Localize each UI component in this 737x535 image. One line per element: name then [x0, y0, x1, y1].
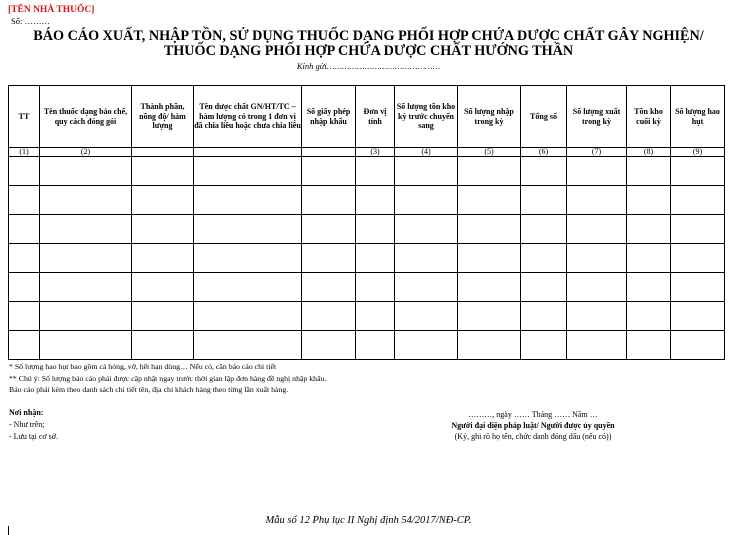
table-cell[interactable]	[521, 302, 567, 331]
table-cell[interactable]	[9, 157, 40, 186]
recipients-title: Nơi nhận:	[9, 408, 44, 417]
table-cell[interactable]	[458, 273, 521, 302]
table-cell[interactable]	[194, 244, 302, 273]
table-cell[interactable]	[356, 215, 395, 244]
table-cell[interactable]	[458, 244, 521, 273]
column-number	[302, 148, 356, 157]
table-cell[interactable]	[356, 157, 395, 186]
table-cell[interactable]	[458, 302, 521, 331]
column-header: Số lượng hao hụt	[671, 86, 725, 148]
table-cell[interactable]	[9, 215, 40, 244]
table-cell[interactable]	[395, 302, 458, 331]
table-cell[interactable]	[132, 331, 194, 360]
column-number: (6)	[521, 148, 567, 157]
table-cell[interactable]	[40, 302, 132, 331]
column-number	[194, 148, 302, 157]
column-number: (7)	[567, 148, 627, 157]
column-header: Số lượng nhập trong kỳ	[458, 86, 521, 148]
table-cell[interactable]	[194, 157, 302, 186]
table-cell[interactable]	[567, 186, 627, 215]
table-cell[interactable]	[9, 331, 40, 360]
table-cell[interactable]	[302, 273, 356, 302]
table-cell[interactable]	[395, 244, 458, 273]
table-row	[9, 157, 725, 186]
table-cell[interactable]	[521, 186, 567, 215]
table-row	[9, 331, 725, 360]
table-cell[interactable]	[627, 273, 671, 302]
signature-date: ………, ngày …… Tháng …… Năm …	[468, 410, 598, 419]
table-cell[interactable]	[671, 186, 725, 215]
table-cell[interactable]	[567, 215, 627, 244]
column-header: Thành phần, nồng độ/ hàm lượng	[132, 86, 194, 148]
table-cell[interactable]	[567, 331, 627, 360]
table-cell[interactable]	[302, 244, 356, 273]
column-header: Đơn vị tính	[356, 86, 395, 148]
table-cell[interactable]	[356, 331, 395, 360]
table-cell[interactable]	[671, 302, 725, 331]
table-cell[interactable]	[395, 186, 458, 215]
table-cell[interactable]	[671, 244, 725, 273]
column-header: Số giấy phép nhập khẩu	[302, 86, 356, 148]
table-cell[interactable]	[627, 215, 671, 244]
notes-section	[9, 361, 326, 396]
table-cell[interactable]	[302, 302, 356, 331]
table-cell[interactable]	[40, 215, 132, 244]
table-cell[interactable]	[194, 331, 302, 360]
table-cell[interactable]	[627, 186, 671, 215]
report-title-line-2: THUỐC DẠNG PHỐI HỢP CHỨA DƯỢC CHẤT HƯỚNG THẦN	[163, 43, 574, 59]
table-cell[interactable]	[521, 215, 567, 244]
table-cell[interactable]	[627, 302, 671, 331]
table-cell[interactable]	[9, 273, 40, 302]
table-cell[interactable]	[521, 244, 567, 273]
table-row	[9, 244, 725, 273]
table-cell[interactable]	[458, 215, 521, 244]
table-cell[interactable]	[132, 273, 194, 302]
table-cell[interactable]	[627, 244, 671, 273]
table-cell[interactable]	[356, 186, 395, 215]
table-cell[interactable]	[521, 331, 567, 360]
signature-instruction: (Ký, ghi rõ họ tên, chức danh đóng dấu (nếu có))	[454, 432, 612, 441]
column-header: Tổng số	[521, 86, 567, 148]
signature-title: Người đại diện pháp luật/ Người được ủy quyền	[451, 421, 615, 430]
report-table	[8, 85, 725, 360]
column-header: Tồn kho cuối kỳ	[627, 86, 671, 148]
table-cell[interactable]	[132, 186, 194, 215]
table-cell[interactable]	[132, 244, 194, 273]
table-cell[interactable]	[395, 215, 458, 244]
table-cell[interactable]	[458, 331, 521, 360]
column-number	[132, 148, 194, 157]
table-cell[interactable]	[356, 273, 395, 302]
column-number: (2)	[40, 148, 132, 157]
note-hao-hut: * Số lượng hao hụt bao gồm cả hỏng, vỡ, hết hạn dùng… Nếu có, cần báo cáo chi tiết	[9, 362, 277, 371]
table-cell[interactable]	[671, 331, 725, 360]
table-cell[interactable]	[521, 157, 567, 186]
table-cell[interactable]	[9, 186, 40, 215]
table-cell[interactable]	[302, 186, 356, 215]
table-cell[interactable]	[395, 273, 458, 302]
table-cell[interactable]	[567, 273, 627, 302]
table-row	[9, 273, 725, 302]
form-reference-footer: Mẫu số 12 Phụ lục II Nghị định 54/2017/NĐ-CP.	[265, 515, 472, 526]
column-number: (8)	[627, 148, 671, 157]
column-header: Tên dược chất GN/HT/TC – hàm lượng có trong 1 đơn vị đã chia liều hoặc chưa chia liều	[194, 86, 302, 148]
table-cell[interactable]	[567, 302, 627, 331]
table-row	[9, 302, 725, 331]
table-cell[interactable]	[194, 215, 302, 244]
table-cell[interactable]	[671, 157, 725, 186]
column-header: Số lượng xuất trong kỳ	[567, 86, 627, 148]
table-cell[interactable]	[40, 273, 132, 302]
table-cell[interactable]	[567, 244, 627, 273]
table-cell[interactable]	[302, 331, 356, 360]
table-cell[interactable]	[627, 157, 671, 186]
column-number: (4)	[395, 148, 458, 157]
table-cell[interactable]	[627, 331, 671, 360]
table-cell[interactable]	[132, 157, 194, 186]
table-cell[interactable]	[356, 244, 395, 273]
table-cell[interactable]	[671, 215, 725, 244]
table-cell[interactable]	[40, 244, 132, 273]
report-title-line-1: BÁO CÁO XUẤT, NHẬP TỒN, SỬ DỤNG THUỐC DẠNG PHỐI HỢP CHỨA DƯỢC CHẤT GÂY NGHIỆN/	[33, 28, 704, 44]
recipient-line: Kính gửi………………………………………	[296, 61, 441, 71]
table-cell[interactable]	[567, 157, 627, 186]
table-cell[interactable]	[132, 302, 194, 331]
table-cell[interactable]	[395, 331, 458, 360]
company-name-placeholder: [TÊN NHÀ THUỐC]	[8, 5, 95, 15]
table-cell[interactable]	[302, 157, 356, 186]
table-cell[interactable]	[9, 302, 40, 331]
column-header: TT	[9, 86, 40, 148]
note-chu-y: ** Chú ý: Số lượng báo cáo phải được cập nhật ngay trước thời gian lập đơn hàng đề nghị nhập khẩu.	[9, 373, 327, 383]
table-cell[interactable]	[458, 157, 521, 186]
column-number-row	[9, 148, 725, 157]
table-cell[interactable]	[194, 302, 302, 331]
table-cell[interactable]	[194, 186, 302, 215]
table-cell[interactable]	[194, 273, 302, 302]
table-cell[interactable]	[356, 302, 395, 331]
table-header-row	[9, 86, 725, 148]
table-row	[9, 186, 725, 215]
table-cell[interactable]	[40, 331, 132, 360]
table-row	[9, 215, 725, 244]
column-number: (1)	[9, 148, 40, 157]
table-cell[interactable]	[40, 186, 132, 215]
table-cell[interactable]	[521, 273, 567, 302]
text-cursor	[8, 526, 9, 535]
table-cell[interactable]	[302, 215, 356, 244]
column-header: Tên thuốc dạng bào chế, quy cách đóng gói	[40, 86, 132, 148]
column-number: (9)	[671, 148, 725, 157]
note-danh-sach: Báo cáo phải kèm theo danh sách chi tiết tên, địa chỉ khách hàng theo từng lần xuất hàng.	[9, 385, 289, 394]
column-number: (3)	[356, 148, 395, 157]
table-cell[interactable]	[132, 215, 194, 244]
table-cell[interactable]	[40, 157, 132, 186]
column-header: Số lượng tồn kho kỳ trước chuyển sang	[395, 86, 458, 148]
table-cell[interactable]	[671, 273, 725, 302]
table-body	[9, 157, 725, 360]
table-cell[interactable]	[395, 157, 458, 186]
column-number: (5)	[458, 148, 521, 157]
recipient-item: - Như trên;	[9, 420, 45, 429]
document-number: Số: ………	[11, 16, 50, 26]
table-cell[interactable]	[9, 244, 40, 273]
recipient-item: - Lưu tại cơ sở.	[9, 432, 59, 441]
table-cell[interactable]	[458, 186, 521, 215]
